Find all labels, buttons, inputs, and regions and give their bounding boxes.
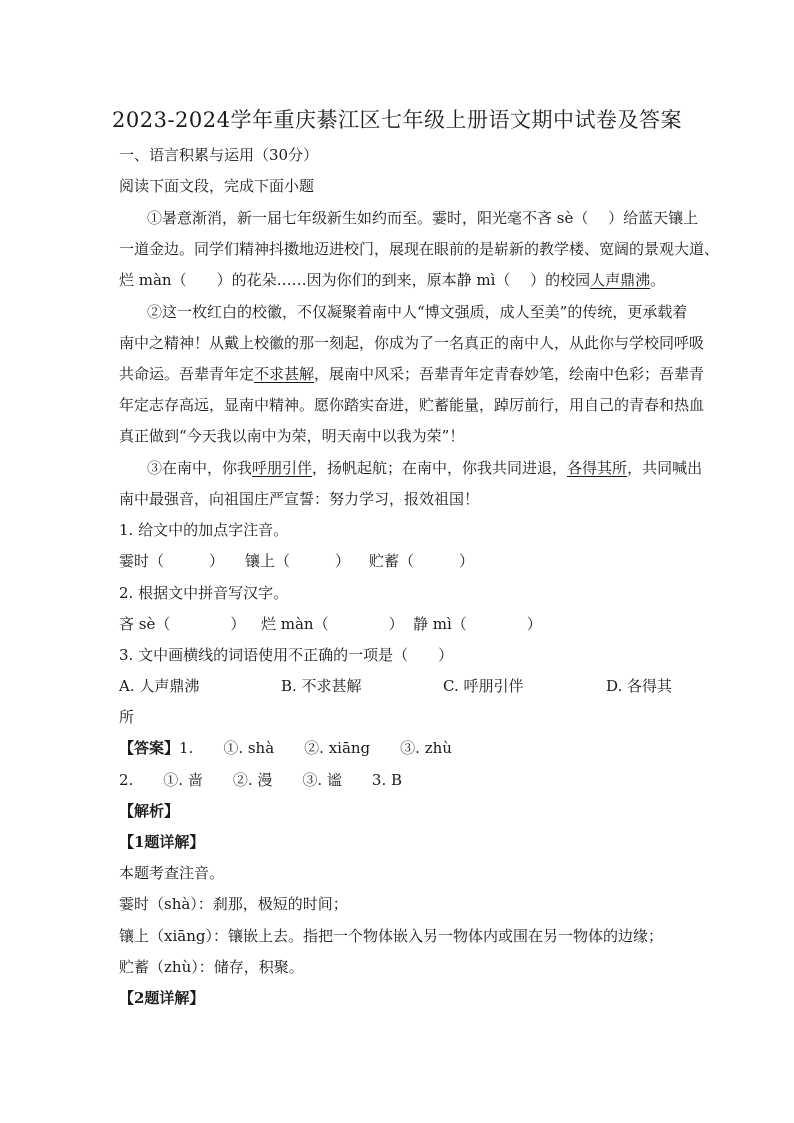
q2-blank-a: 吝 sè（ ）	[119, 615, 246, 633]
analysis-text: 霎时（shà）：刹那，极短的时间；	[119, 895, 348, 913]
question-2-stem: 2. 根据文中拼音写汉字。	[119, 584, 289, 602]
passage-p2-line2: 南中之精神！从戴上校徽的那一刻起，你成为了一名真正的南中人，从此你与学校同呼吸	[119, 334, 705, 352]
answer-text: 1. ①. shà ②. xiāng ③. zhù	[179, 739, 452, 757]
underlined-phrase: 呼朋引伴	[252, 459, 313, 477]
q3-option-b: B. 不求甚解	[281, 677, 362, 695]
underlined-phrase: 各得其所	[567, 459, 628, 477]
answer-line-1	[119, 737, 452, 759]
question-1-stem: 1. 给文中的加点字注音。	[119, 521, 289, 539]
page-title: 2023-2024学年重庆綦江区七年级上册语文期中试卷及答案	[112, 108, 682, 132]
analysis-heading-1: 【1题详解】	[119, 833, 205, 851]
question-3-stem: 3. 文中画横线的词语使用不正确的一项是（ ）	[119, 646, 454, 664]
q1-blank-b: 镶上（ ）	[245, 552, 351, 570]
q2-blank-b: 烂 màn（ ）	[261, 615, 404, 633]
passage-p3-line2: 南中最强音，向祖国庄严宣誓：努力学习，报效祖国！	[119, 490, 480, 508]
passage-p2-line3	[119, 363, 704, 385]
passage-text: ③在南中，你我	[147, 459, 253, 477]
q1-blank-c: 贮蓄（ ）	[369, 552, 475, 570]
passage-p2-line5: 真正做到“今天我以南中为荣，明天南中以我为荣”！	[119, 427, 465, 445]
q3-option-d: D. 各得其	[606, 677, 673, 695]
analysis-heading-2: 【2题详解】	[119, 989, 205, 1007]
passage-text: 。	[650, 271, 666, 289]
passage-p1-line3	[119, 269, 665, 291]
underlined-phrase: 不求甚解	[254, 365, 315, 383]
q1-blank-a: 霎时（ ）	[119, 552, 225, 570]
section-heading: 一、语言积累与运用（30分）	[119, 146, 319, 164]
q3-option-d-wrap: 所	[119, 708, 135, 726]
analysis-text: 本题考查注音。	[119, 864, 225, 882]
passage-text: 烂 màn（ ）的花朵……因为你们的到来，原本静 mì（ ）的校园	[119, 271, 591, 289]
passage-text: ，展南中风采；吾辈青年定青春妙笔，绘南中色彩；吾辈青	[314, 365, 705, 383]
passage-text: 共命运。吾辈青年定	[119, 365, 255, 383]
instruction-text: 阅读下面文段，完成下面小题	[119, 177, 315, 195]
q3-option-a: A. 人声鼎沸	[119, 677, 200, 695]
passage-p2-line1: ②这一枚红白的校徽，不仅凝聚着南中人“博文强质，成人至美”的传统，更承载着	[147, 303, 688, 321]
q3-option-c: C. 呼朋引伴	[443, 677, 524, 695]
analysis-text: 镶上（xiāng）：镶嵌上去。指把一个物体嵌入另一物体内或围在另一物体的边缘；	[119, 927, 663, 945]
q2-blank-c: 静 mì（ ）	[413, 615, 542, 633]
passage-text: ，扬帆起航；在南中，你我共同进退，	[312, 459, 568, 477]
answer-line-2: 2. ①. 啬 ②. 漫 ③. 谧 3. B	[119, 771, 403, 789]
passage-p3-line1	[147, 457, 702, 479]
analysis-text: 贮蓄（zhù）：储存，积聚。	[119, 958, 304, 976]
passage-p2-line4: 年定志存高远，显南中精神。愿你踏实奋进，贮蓄能量，踔厉前行，用自己的青春和热血	[119, 396, 705, 414]
passage-p1-line2: 一道金边。同学们精神抖擞地迈进校门，展现在眼前的是崭新的教学楼、宽阔的景观大道、	[119, 240, 720, 258]
passage-p1-line1: ①暑意渐消，新一届七年级新生如约而至。霎时，阳光毫不吝 sè（ ）给蓝天镶上	[147, 209, 699, 227]
passage-text: ，共同喊出	[627, 459, 703, 477]
underlined-phrase: 人声鼎沸	[590, 271, 651, 289]
analysis-label: 【解析】	[119, 802, 180, 820]
answer-label: 【答案】	[119, 739, 180, 757]
